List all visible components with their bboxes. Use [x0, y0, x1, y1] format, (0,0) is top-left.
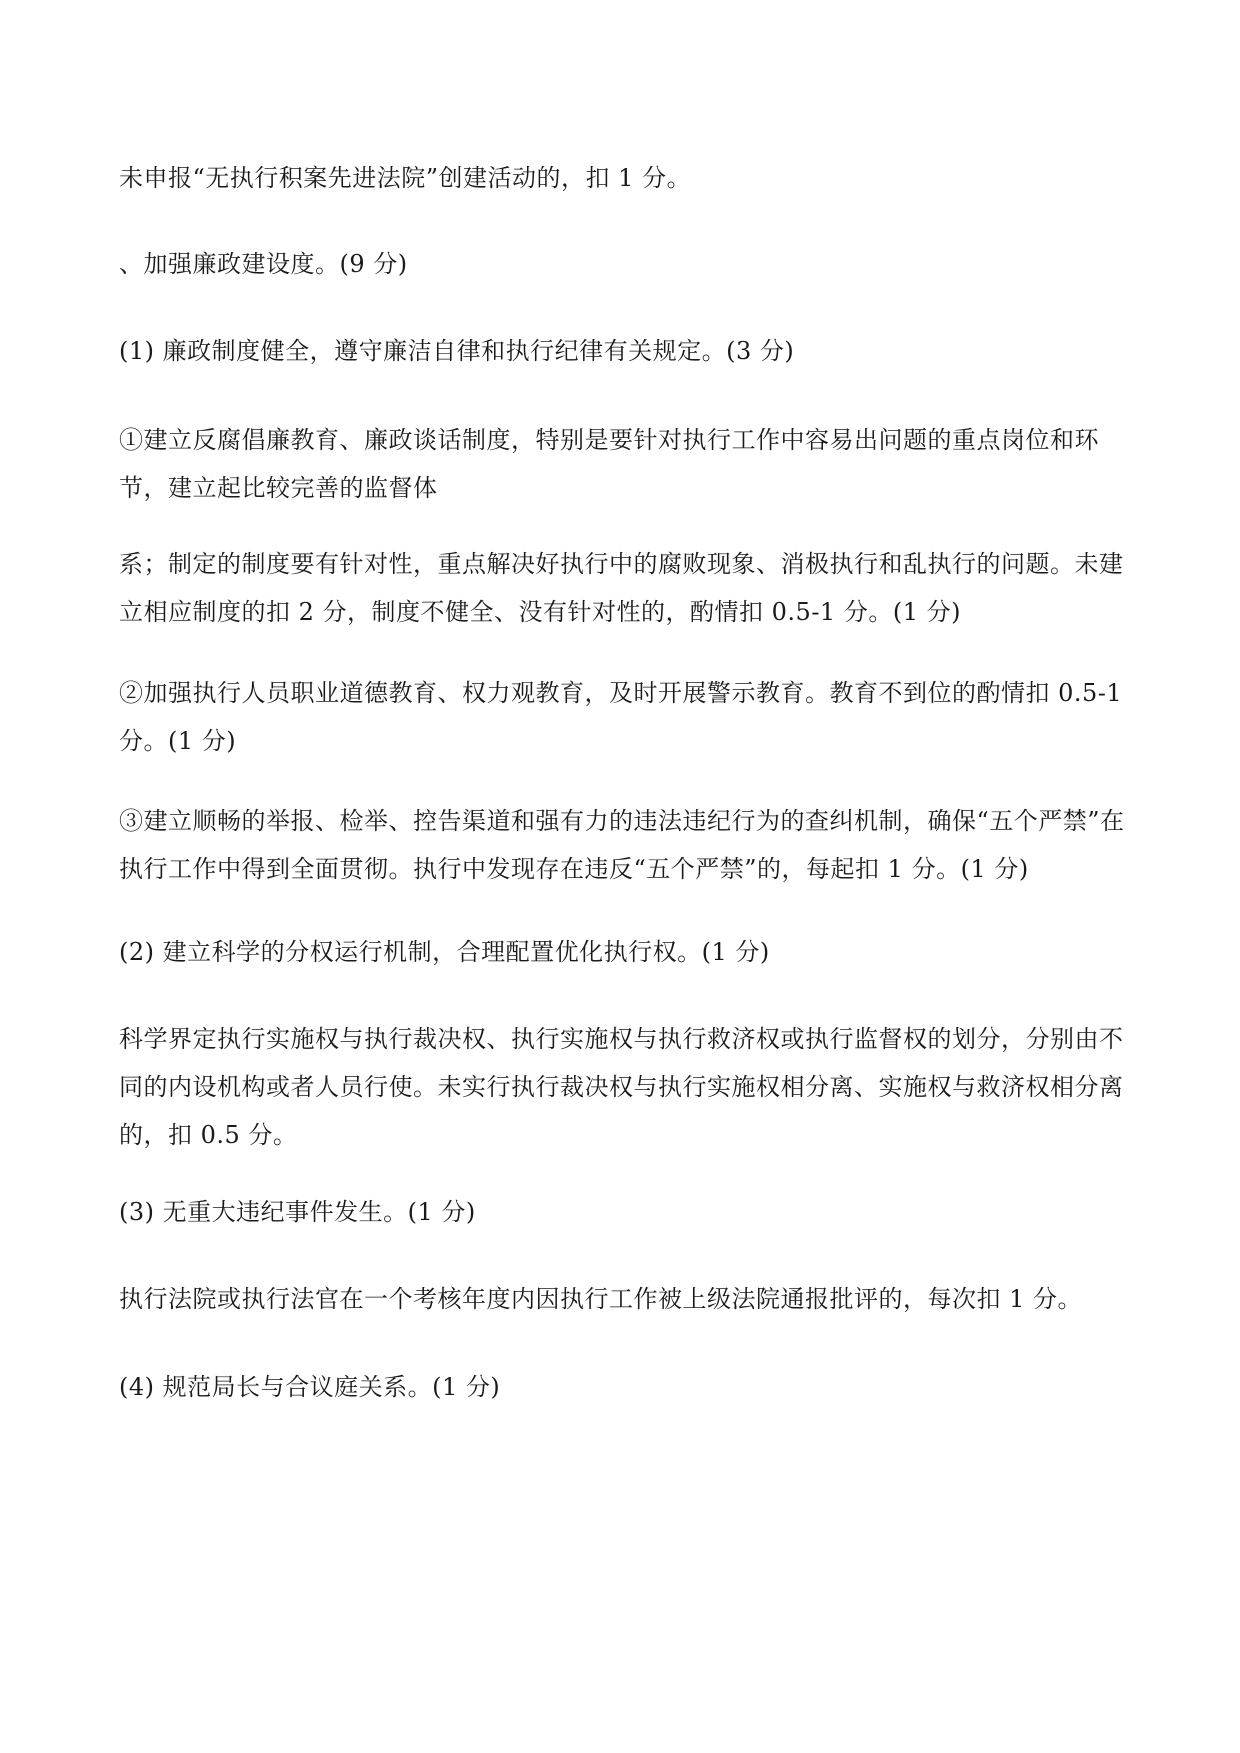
- item-1-point-3: ③建立顺畅的举报、检举、控告渠道和强有力的违法违纪行为的查纠机制，确保“五个严禁”在执行工作中得到全面贯彻。执行中发现存在违反“五个严禁”的，每起扣 1 分。(1 分): [119, 807, 1125, 883]
- paragraph-unreported-activity: 未申报“无执行积案先进法院”创建活动的，扣 1 分。: [119, 164, 692, 192]
- item-4-heading: (4) 规范局长与合议庭关系。(1 分): [119, 1373, 501, 1401]
- section-heading-integrity: 、加强廉政建设度。(9 分): [119, 250, 408, 278]
- item-3-body: 执行法院或执行法官在一个考核年度内因执行工作被上级法院通报批评的，每次扣 1 分。: [119, 1285, 1083, 1313]
- item-2-heading: (2) 建立科学的分权运行机制，合理配置优化执行权。(1 分): [119, 938, 770, 966]
- item-1-point-1-continued: 系；制定的制度要有针对性，重点解决好执行中的腐败现象、消极执行和乱执行的问题。未建立相应制度的扣 2 分，制度不健全、没有针对性的，酌情扣 0.5-1 分。(1 分): [119, 550, 1124, 626]
- item-3-heading: (3) 无重大违纪事件发生。(1 分): [119, 1198, 476, 1226]
- item-1-heading: (1) 廉政制度健全，遵守廉洁自律和执行纪律有关规定。(3 分): [119, 337, 795, 365]
- item-2-body: 科学界定执行实施权与执行裁决权、执行实施权与执行救济权或执行监督权的划分，分别由不同的内设机构或者人员行使。未实行执行裁决权与执行实施权相分离、实施权与救济权相分离的，扣 0.5 分。: [119, 1025, 1124, 1149]
- item-1-point-2: ②加强执行人员职业道德教育、权力观教育，及时开展警示教育。教育不到位的酌情扣 0.5-1 分。(1 分): [119, 679, 1123, 755]
- item-1-point-1: ①建立反腐倡廉教育、廉政谈话制度，特别是要针对执行工作中容易出问题的重点岗位和环节，建立起比较完善的监督体: [119, 426, 1099, 502]
